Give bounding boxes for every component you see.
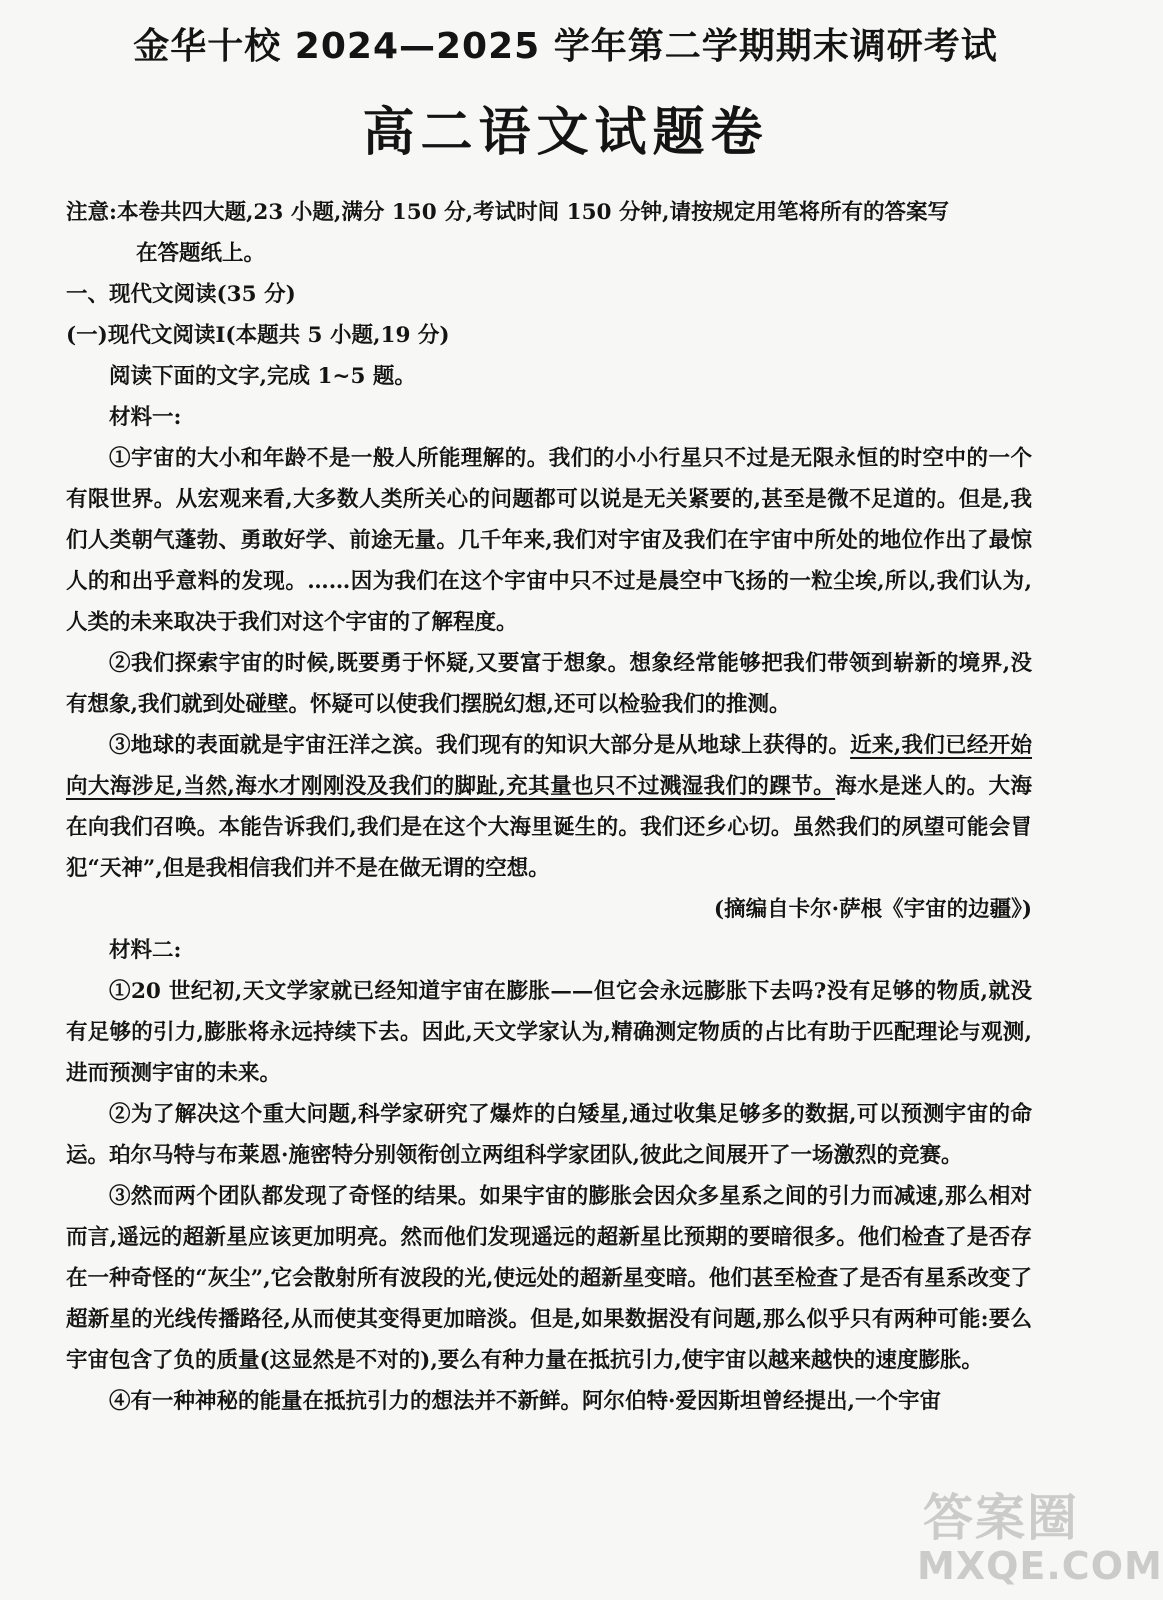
material1-paragraph-1: ①宇宙的大小和年龄不是一般人所能理解的。我们的小小行星只不过是无限永恒的时空中的一个有限世界。从宏观来看,大多数人类所关心的问题都可以说是无关紧要的,甚至是微不足道的。但是,我们人类朝气蓬勃、勇敢好学、前途无量。几千年来,我们对宇宙及我们在宇宙中所处的地位作出了最惊人的和出乎意料的发现。……因为我们在这个宇宙中只不过是晨空中飞扬的一粒尘埃,所以,我们认为,人类的未来取决于我们对这个宇宙的了解程度。 (66, 446, 1032, 635)
material1-p3-end: 海水是迷人的。大海在向我们召唤。本能告诉我们,我们是在这个大海里诞生的。我们还乡心切。虽然我们的夙望可能会冒犯“天神”,但是我相信我们并不是在做无谓的空想。 (66, 774, 1032, 881)
exam-body (66, 192, 1032, 1422)
material1-paragraph-3 (66, 725, 1032, 889)
watermark-url: MXQE.COM (917, 1544, 1163, 1588)
notice-text: 本卷共四大题,23 小题,满分 150 分,考试时间 150 分钟,请按规定用笔将所有的答案写 (116, 200, 949, 225)
notice-label: 注意: (66, 200, 117, 225)
material1-paragraph-2: ②我们探索宇宙的时候,既要勇于怀疑,又要富于想象。想象经常能够把我们带领到崭新的境界,没有想象,我们就到处碰壁。怀疑可以使我们摆脱幻想,还可以检验我们的推测。 (66, 651, 1032, 717)
material1-p3-start: ③地球的表面就是宇宙汪洋之滨。我们现有的知识大部分是从地球上获得的。 (109, 733, 851, 758)
material2-paragraph-2: ②为了解决这个重大问题,科学家研究了爆炸的白矮星,通过收集足够多的数据,可以预测宇宙的命运。珀尔马特与布莱恩·施密特分别领衔创立两组科学家团队,彼此之间展开了一场激烈的竞赛。 (66, 1102, 1032, 1168)
material2-paragraph-3: ③然而两个团队都发现了奇怪的结果。如果宇宙的膨胀会因众多星系之间的引力而减速,那么相对而言,遥远的超新星应该更加明亮。然而他们发现遥远的超新星比预期的要暗很多。他们检查了是否存在一种奇怪的“灰尘”,它会散射所有波段的光,使远处的超新星变暗。他们甚至检查了是否有星系改变了超新星的光线传播路径,从而使其变得更加暗淡。但是,如果数据没有问题,那么似乎只有两种可能:要么宇宙包含了负的质量(这显然是不对的),要么有种力量在抵抗引力,使宇宙以越来越快的速度膨胀。 (66, 1184, 1032, 1373)
notice-continuation: 在答题纸上。 (136, 241, 266, 266)
material2-paragraph-4: ④有一种神秘的能量在抵抗引力的想法并不新鲜。阿尔伯特·爱因斯坦曾经提出,一个宇宙 (109, 1389, 941, 1414)
subsection-heading: (一)现代文阅读Ⅰ(本题共 5 小题,19 分) (66, 323, 450, 348)
material1-source: (摘编自卡尔·萨根《宇宙的边疆》) (713, 897, 1032, 922)
material2-paragraph-1: ①20 世纪初,天文学家就已经知道宇宙在膨胀——但它会永远膨胀下去吗?没有足够的物质,就没有足够的引力,膨胀将永远持续下去。因此,天文学家认为,精确测定物质的占比有助于匹配理论与观测,进而预测宇宙的未来。 (66, 979, 1032, 1086)
reading-instruction: 阅读下面的文字,完成 1~5 题。 (109, 364, 416, 389)
material2-label: 材料二: (109, 938, 182, 963)
watermark-text: 答案圈 (923, 1489, 1079, 1547)
underlined-sentence: 近来,我们已经开始向大海涉足,当然,海水才刚刚没及我们的脚趾,充其量也只不过溅湿我们的踝节。 (66, 733, 1032, 799)
section-heading: 一、现代文阅读(35 分) (66, 282, 296, 307)
material1-label: 材料一: (109, 405, 182, 430)
exam-title: 金华十校 2024—2025 学年第二学期期末调研考试 (133, 26, 998, 67)
watermark-logo (913, 1478, 1163, 1596)
notice-line (66, 192, 1032, 233)
exam-subtitle: 高二语文试题卷 (362, 103, 769, 163)
